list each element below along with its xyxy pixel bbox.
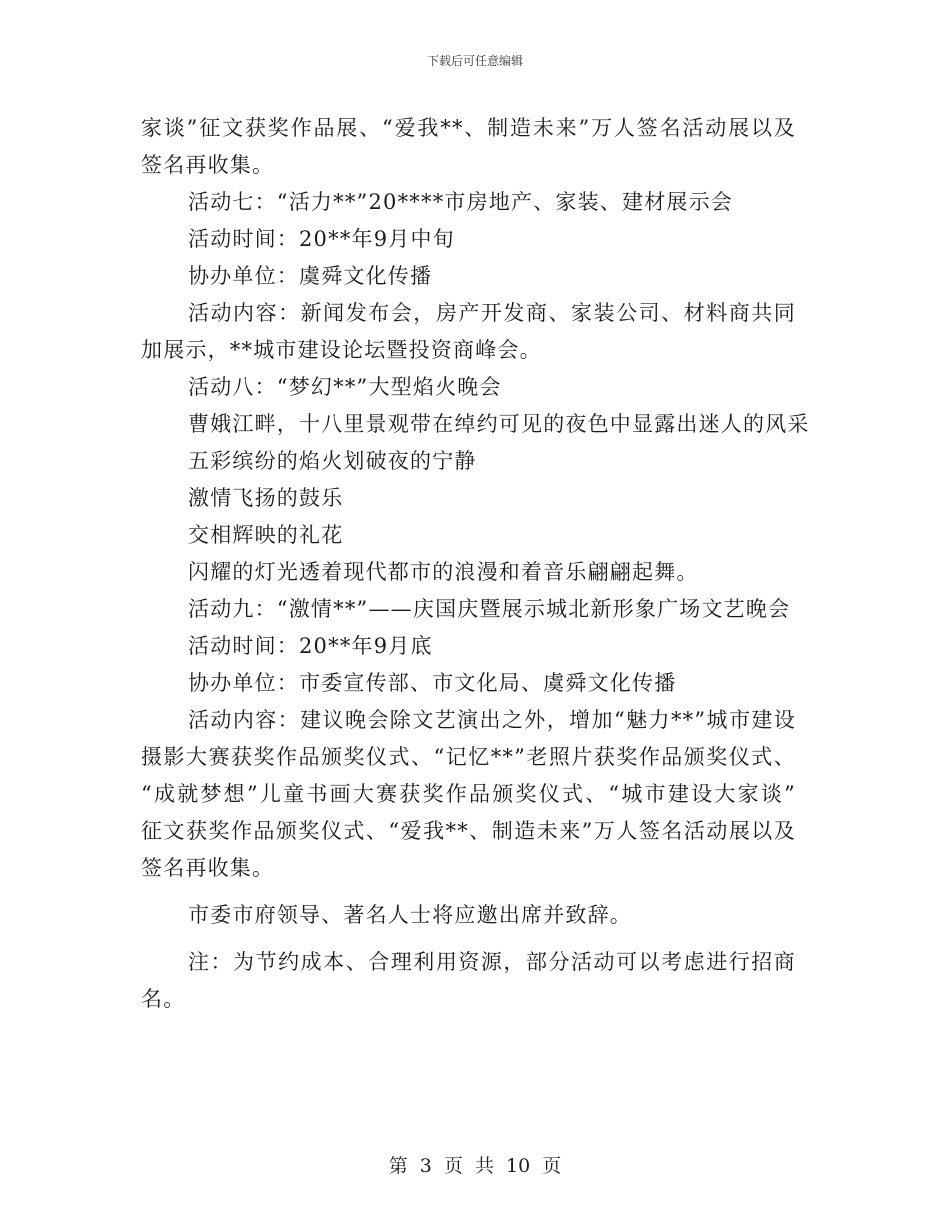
- note-line: 注：为节约成本、合理利用资源，部分活动可以考虑进行招商: [188, 950, 796, 974]
- paragraph-line: 签名再收集。: [141, 153, 275, 177]
- paragraph-line: 加展示，**城市建设论坛暨投资商峰会。: [141, 338, 542, 362]
- paragraph-line: 签名再收集。: [141, 856, 275, 880]
- activity-7-title: 活动七：“活力**”20****市房地产、家装、建材展示会: [188, 190, 733, 214]
- paragraph-line: 交相辉映的礼花: [188, 523, 344, 547]
- activity-7-time: 活动时间：20**年9月中旬: [188, 227, 455, 251]
- activity-7-content: 活动内容：新闻发布会，房产开发商、家装公司、材料商共同: [188, 301, 796, 325]
- activity-9-organizer: 协办单位：市委宣传部、市文化局、虞舜文化传播: [188, 671, 677, 695]
- paragraph-line: “成就梦想”儿童书画大赛获奖作品颁奖仪式、“城市建设大家谈”: [141, 782, 796, 806]
- paragraph-gap: [141, 887, 796, 897]
- activity-8-title: 活动八：“梦幻**”大型焰火晚会: [188, 375, 502, 399]
- paragraph-line: 市委市府领导、著名人士将应邀出席并致辞。: [188, 903, 632, 927]
- document-body: [141, 110, 810, 1018]
- activity-9-title: 活动九：“激情**”——庆国庆暨展示城北新形象广场文艺晚会: [188, 597, 791, 621]
- paragraph-line: 五彩缤纷的焰火划破夜的宁静: [188, 449, 477, 473]
- paragraph-line: 摄影大赛获奖作品颁奖仪式、“记忆**”老照片获奖作品颁奖仪式、: [141, 745, 796, 769]
- paragraph-line: 激情飞扬的鼓乐: [188, 486, 344, 510]
- paragraph-gap: [141, 934, 796, 944]
- activity-7-organizer: 协办单位：虞舜文化传播: [188, 264, 433, 288]
- paragraph-line: 曹娥江畔，十八里景观带在绰约可见的夜色中显露出迷人的风采: [188, 412, 810, 436]
- paragraph-line: 征文获奖作品颁奖仪式、“爱我**、制造未来”万人签名活动展以及: [141, 819, 796, 843]
- note-line: 名。: [141, 987, 186, 1011]
- page-header: 下载后可任意编辑: [426, 54, 523, 68]
- activity-9-content: 活动内容：建议晚会除文艺演出之外，增加“魅力**”城市建设: [188, 708, 796, 732]
- page-number: 第 3 页 共 10 页: [388, 1155, 562, 1177]
- activity-9-time: 活动时间：20**年9月底: [188, 634, 433, 658]
- paragraph-line: 闪耀的灯光透着现代都市的浪漫和着音乐翩翩起舞。: [188, 560, 699, 584]
- paragraph-line: 家谈”征文获奖作品展、“爱我**、制造未来”万人签名活动展以及: [141, 116, 796, 140]
